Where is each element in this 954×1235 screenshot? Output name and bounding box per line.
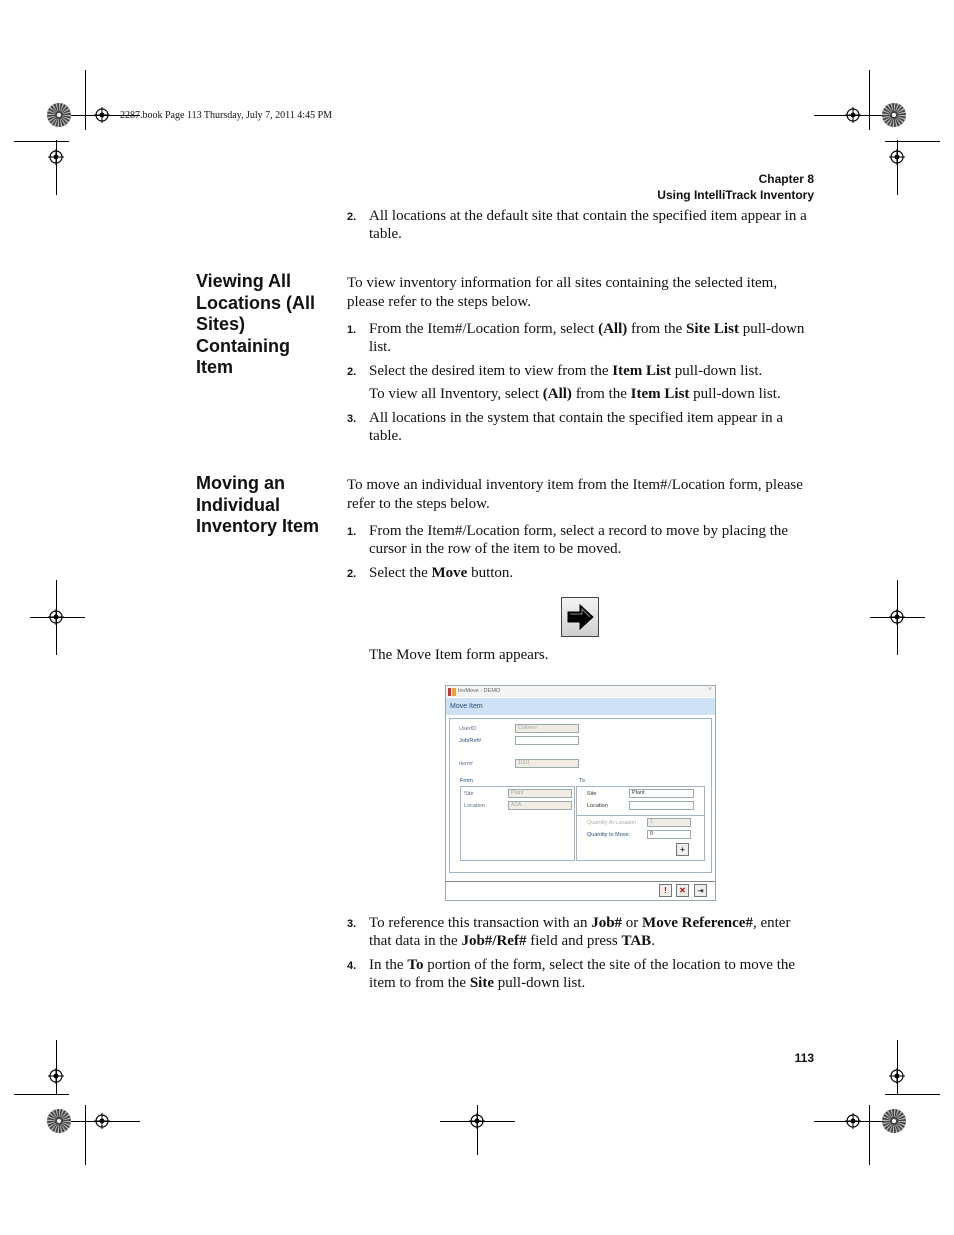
from-site-label: Site [464,791,474,797]
registration-mark-icon [889,1068,905,1084]
starburst-mark-icon [46,1108,72,1134]
step-number: 1. [347,324,357,336]
step-number: 3. [347,918,357,930]
section-heading-moving-item [196,473,336,538]
section2-step-2 [347,564,813,582]
form-header [446,698,715,715]
heading-line: Containing [196,335,290,356]
exclamation-icon: ! [664,886,667,895]
step-number: 1. [347,526,357,538]
to-label: To [579,778,585,784]
qty-at-location-field[interactable]: 1 [647,818,691,827]
step-text: Select the desired item to view from the Item List pull-down list. [369,363,763,379]
cancel-button[interactable] [676,884,689,897]
section1-step-2-note: To view all Inventory, select (All) from the Item List pull-down list. [369,386,781,402]
qty-to-move-label: Quantity to Move: [587,832,631,838]
step-number: 2. [347,211,357,223]
itemno-field[interactable]: 1001 [515,759,579,768]
registration-mark-icon [469,1113,485,1129]
move-button-image [561,597,599,637]
to-site-label: Site [587,791,597,797]
registration-mark-icon [889,149,905,165]
step-text: To reference this transaction with an Job# or Move Reference#, enter that data in the Job#/Ref# field and press TAB. [369,915,791,949]
registration-mark-icon [94,107,110,123]
step-text: In the To portion of the form, select the site of the location to move the item to from the Site pull-down list. [369,957,796,991]
registration-mark-icon [94,1113,110,1129]
registration-mark-icon [889,609,905,625]
exit-button[interactable] [694,884,707,897]
step-number: 3. [347,413,357,425]
starburst-mark-icon [881,102,907,128]
starburst-mark-icon [46,102,72,128]
window-title: InvMove - DEMO [458,688,501,694]
section1-step-2 [347,362,813,380]
section-heading-viewing-all-locations [196,271,336,379]
section2-step-1 [347,522,813,558]
step-text: All locations in the system that contain the specified item appear in a table. [369,410,784,444]
heading-line: Locations (All [196,292,316,313]
step-text: All locations at the default site that contain the specified item appear in a table. [369,208,807,242]
heading-line: Inventory Item [196,516,320,536]
itemno-label: Item# [459,761,473,767]
userid-field[interactable]: Colleen [515,724,579,733]
userid-label: UserID [459,726,477,732]
print-slug: 2287.book Page 113 Thursday, July 7, 2011 4:45 PM [120,110,333,121]
section2-intro: To move an individual inventory item from the Item#/Location form, please refer to the steps below. [347,477,803,512]
heading-line: Viewing All [196,271,292,291]
close-icon[interactable]: × [707,686,712,693]
step-number: 4. [347,960,357,972]
exit-door-icon: ⇥ [697,888,704,895]
section1-step-3 [347,409,813,445]
jobref-label: Job/Ref# [459,738,482,744]
form-title: Move Item [450,703,483,710]
form-appears-text: The Move Item form appears. [369,647,549,663]
chapter-label: Chapter 8 [758,172,814,186]
step-number: 2. [347,568,357,580]
section2-step-4 [347,956,813,992]
to-site-select[interactable]: Plant [629,789,694,798]
window-titlebar [446,686,715,697]
section2-step-3 [347,914,813,950]
move-item-form-screenshot [445,685,716,901]
registration-mark-icon [48,609,64,625]
heading-line: Sites) [196,314,246,334]
step-text: From the Item#/Location form, select a record to move by placing the cursor in the row of the item to be moved. [369,523,789,557]
registration-mark-icon [845,107,861,123]
move-execute-button[interactable] [676,843,689,856]
app-icon [448,688,456,696]
chapter-title: Using IntelliTrack Inventory [657,188,814,202]
heading-line: Item [196,357,234,377]
qty-at-location-label: Quantity At Location [587,820,637,826]
section1-step-1 [347,320,813,356]
step-text: From the Item#/Location form, select (All) from the Site List pull-down list. [369,321,805,355]
form-status-bar [446,881,715,900]
to-location-label: Location [587,803,608,809]
top-step-2 [347,207,813,243]
from-site-select[interactable]: Plant [508,789,572,798]
to-divider [577,815,704,816]
step-text: Select the Move button. [369,565,514,581]
heading-line: Moving an [196,473,285,493]
starburst-mark-icon [881,1108,907,1134]
step-number: 2. [347,366,357,378]
move-arrow-icon: + [680,845,685,854]
registration-mark-icon [48,1068,64,1084]
x-icon: ✕ [679,886,686,895]
registration-mark-icon [845,1113,861,1129]
section1-intro: To view inventory information for all sites containing the selected item, please refer to the steps below. [347,275,778,310]
arrow-right-icon [562,598,598,636]
heading-line: Individual [196,494,281,515]
page-number: 113 [794,1051,814,1065]
qty-to-move-input[interactable]: 0 [647,830,691,839]
from-location-label: Location [464,803,485,809]
registration-mark-icon [48,149,64,165]
alert-button[interactable] [659,884,672,897]
to-location-select[interactable] [629,801,694,810]
from-label: From [460,778,473,784]
jobref-input[interactable] [515,736,579,745]
from-location-select[interactable]: A1A [508,801,572,810]
